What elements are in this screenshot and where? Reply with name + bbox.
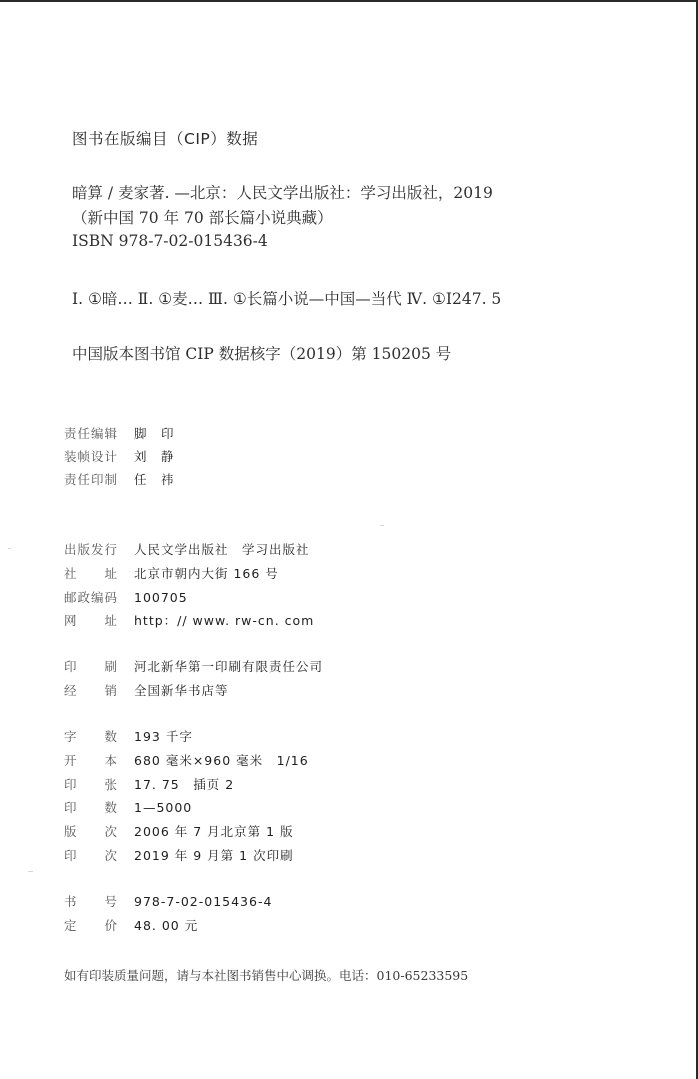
specs-row-format [64, 750, 309, 770]
footer-note: 如有印装质量问题，请与本社图书销售中心调换。电话：010-65233595 [64, 968, 469, 983]
specs-value: 193 千字 [134, 729, 193, 744]
cip-classification-line: Ⅰ. ①暗… Ⅱ. ①麦… Ⅲ. ①长篇小说—中国—当代 Ⅳ. ①I247. 5 [72, 290, 502, 308]
specs-value: 2019 年 9 月第 1 次印刷 [134, 848, 294, 863]
specs-row-word-count [64, 726, 193, 746]
specs-label: 版 次 [64, 824, 119, 839]
specs-row-edition [64, 821, 294, 841]
pricing-label: 书 号 [64, 894, 119, 909]
publishing-row-address [64, 563, 279, 583]
credit-row-print-supervisor [64, 469, 175, 489]
pricing-value: 48. 00 元 [134, 918, 199, 933]
publishing-row-publisher [64, 539, 310, 559]
pricing-value: 978-7-02-015436-4 [134, 893, 273, 909]
scan-speck [28, 871, 33, 872]
cip-heading: 图书在版编目（CIP）数据 [72, 130, 259, 148]
cip-verification-line: 中国版本图书馆 CIP 数据核字（2019）第 150205 号 [72, 345, 452, 363]
printing-row-printer [64, 656, 323, 676]
publishing-label: 邮政编码 [64, 590, 119, 605]
credit-value: 脚 印 [134, 426, 175, 441]
specs-label: 印 次 [64, 848, 119, 863]
pricing-row-price [64, 915, 198, 935]
publishing-row-website [64, 610, 314, 630]
specs-label: 印 张 [64, 777, 119, 792]
specs-label: 印 数 [64, 800, 119, 815]
credit-label: 责任编辑 [64, 426, 119, 441]
publishing-value: 北京市朝内大街 166 号 [134, 566, 279, 581]
publishing-value: 人民文学出版社 学习出版社 [134, 542, 310, 557]
specs-value: 17. 75 插页 2 [134, 777, 235, 792]
pricing-label: 定 价 [64, 918, 119, 933]
specs-label: 字 数 [64, 729, 119, 744]
credit-label: 责任印制 [64, 472, 119, 487]
publishing-label: 出版发行 [64, 542, 119, 557]
pricing-row-isbn [64, 891, 272, 911]
credit-row-designer [64, 446, 175, 466]
printing-label: 经 销 [64, 683, 119, 698]
cip-title-line: 暗算 / 麦家著. —北京：人民文学出版社：学习出版社，2019 [72, 184, 493, 202]
publishing-label: 网 址 [64, 613, 119, 628]
scan-speck [8, 548, 11, 549]
specs-value: 1—5000 [134, 799, 193, 815]
publishing-label: 社 址 [64, 566, 119, 581]
publishing-value: 100705 [134, 589, 188, 605]
cip-series-line: （新中国 70 年 70 部长篇小说典藏） [72, 209, 333, 227]
printing-row-distributor [64, 680, 229, 700]
printing-label: 印 刷 [64, 659, 119, 674]
credit-value: 任 祎 [134, 472, 175, 487]
cip-isbn-line: ISBN 978-7-02-015436-4 [72, 232, 268, 250]
credit-row-editor [64, 423, 175, 443]
specs-row-sheets [64, 774, 234, 794]
specs-row-printing [64, 845, 294, 865]
scan-speck [380, 525, 384, 526]
printing-value: 河北新华第一印刷有限责任公司 [134, 659, 324, 674]
specs-row-print-run [64, 797, 192, 817]
specs-label: 开 本 [64, 753, 119, 768]
page-top-border [0, 0, 698, 2]
credit-label: 装帧设计 [64, 449, 119, 464]
printing-value: 全国新华书店等 [134, 683, 229, 698]
specs-value: 680 毫米×960 毫米 1/16 [134, 753, 309, 768]
publishing-value: http：// www. rw-cn. com [134, 613, 315, 628]
specs-value: 2006 年 7 月北京第 1 版 [134, 824, 294, 839]
credit-value: 刘 静 [134, 449, 175, 464]
publishing-row-postcode [64, 587, 188, 607]
